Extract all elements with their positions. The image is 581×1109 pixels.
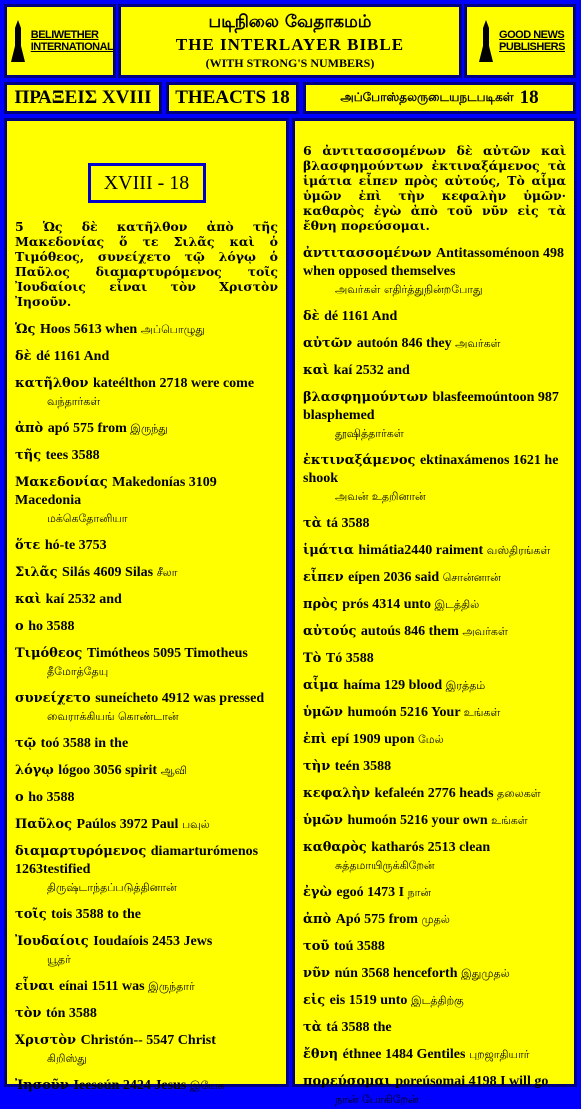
verse-5-text: 5 Ὡς δὲ κατῆλθον ἀπὸ τῆς Μακεδονίας ὅ τε Σιλᾶς καὶ ὁ Τιμόθεος, συνείχετο τῷ λόγῳ ὁ Παῦλος διαμαρτυρόμενος τοῖς Ἰουδαίοις εἶναι τὸν Χριστὸν Ἰησοῦν. bbox=[15, 219, 278, 309]
greek-word: ἀπὸ bbox=[15, 421, 48, 436]
greek-word: τοῦ bbox=[303, 939, 334, 954]
word-gloss: autoón 846 they bbox=[356, 336, 456, 351]
greek-word: εἶπεν bbox=[303, 570, 349, 585]
word-entry bbox=[303, 938, 566, 956]
tamil-gloss: இருந்து bbox=[130, 422, 168, 435]
word-entry bbox=[15, 591, 278, 609]
tamil-gloss: சொன்னான் bbox=[442, 571, 501, 584]
word-entry bbox=[15, 564, 278, 582]
tamil-gloss: ஆவி bbox=[160, 764, 187, 777]
word-gloss: apó 575 from bbox=[47, 421, 131, 436]
word-gloss: hó-te 3753 bbox=[44, 538, 107, 553]
greek-word: αὐτῶν bbox=[303, 336, 357, 351]
word-entry bbox=[303, 758, 566, 776]
greek-word: Μακεδονίας bbox=[15, 475, 113, 490]
word-gloss: teén 3588 bbox=[334, 759, 392, 774]
word-gloss: tois 3588 to the bbox=[51, 907, 141, 922]
word-gloss: toú 3588 bbox=[333, 939, 385, 954]
tamil-gloss: யூதர் bbox=[47, 953, 71, 966]
tamil-gloss: இடத்திற்கு bbox=[410, 994, 464, 1007]
english-title: THE INTERLAYER BIBLE bbox=[175, 35, 405, 54]
greek-word: Ἰησοῦν bbox=[15, 1078, 74, 1093]
greek-word: Τιμόθεος bbox=[15, 646, 87, 661]
greek-word: ἐκτιναξάμενος bbox=[303, 453, 420, 468]
tamil-gloss: அவன் உதறினான் bbox=[335, 490, 426, 503]
greek-word: συνείχετο bbox=[15, 691, 96, 706]
greek-word: ο bbox=[15, 790, 29, 805]
left-logo-line1: BELIWETHER bbox=[30, 29, 99, 41]
tamil-gloss: இரத்தம் bbox=[445, 679, 486, 692]
word-gloss: epí 1909 upon bbox=[331, 732, 418, 747]
greek-word: πρὸς bbox=[303, 597, 343, 612]
greek-word: καὶ bbox=[303, 363, 334, 378]
tamil-gloss: உங்கள் bbox=[463, 706, 501, 719]
word-entry bbox=[15, 447, 278, 465]
word-entry bbox=[15, 420, 278, 438]
tamil-gloss: சீலா bbox=[156, 566, 178, 579]
tamil-gloss: இதுமுதல் bbox=[461, 967, 510, 980]
tamil-gloss: வைராக்கியங் கொண்டான் bbox=[47, 710, 179, 723]
greek-word: δὲ bbox=[303, 309, 325, 324]
word-gloss: Timótheos 5095 Timotheus bbox=[86, 646, 248, 661]
greek-word: ὑμῶν bbox=[303, 813, 348, 828]
word-gloss: toó 3588 in the bbox=[40, 736, 129, 751]
tamil-gloss: தூஷித்தார்கள் bbox=[335, 427, 404, 440]
word-gloss: Ieesoún 2424 Jesus bbox=[73, 1078, 190, 1093]
greek-word: Τὸ bbox=[303, 651, 326, 666]
word-entry bbox=[15, 906, 278, 924]
word-entry bbox=[303, 911, 566, 929]
word-gloss: Christón-- 5547 Christ bbox=[80, 1033, 216, 1048]
word-gloss: Tó 3588 bbox=[325, 651, 374, 666]
word-gloss: eínai 1511 was bbox=[59, 979, 149, 994]
nav-english-book[interactable] bbox=[166, 82, 299, 114]
right-word-list bbox=[303, 245, 566, 1109]
greek-word: ἀντιτασσομένων bbox=[303, 246, 437, 261]
tower-icon bbox=[475, 18, 497, 64]
left-logo-line2: INTERNATIONAL bbox=[30, 41, 114, 53]
greek-word: τὸν bbox=[15, 1006, 46, 1021]
word-gloss: prós 4314 unto bbox=[342, 597, 435, 612]
word-gloss: Makedonías 3109 Macedonia bbox=[15, 475, 217, 508]
word-entry bbox=[303, 992, 566, 1010]
tamil-gloss: நான் bbox=[407, 886, 432, 899]
word-gloss: tá 3588 bbox=[326, 516, 370, 531]
word-entry bbox=[303, 650, 566, 668]
greek-word: Χριστὸν bbox=[15, 1033, 81, 1048]
greek-word: τὰ bbox=[303, 516, 327, 531]
word-entry bbox=[303, 884, 566, 902]
greek-word: λόγῳ bbox=[15, 763, 59, 778]
greek-word: πορεύσομαι bbox=[303, 1074, 396, 1089]
greek-word: Παῦλος bbox=[15, 817, 77, 832]
word-gloss: tees 3588 bbox=[45, 448, 100, 463]
word-entry bbox=[303, 704, 566, 722]
word-entry bbox=[303, 812, 566, 830]
word-gloss: nún 3568 henceforth bbox=[334, 966, 461, 981]
word-gloss: Apó 575 from bbox=[335, 912, 422, 927]
nav-tamil-book[interactable] bbox=[303, 82, 576, 114]
word-entry bbox=[15, 762, 278, 780]
greek-word: κεφαλὴν bbox=[303, 786, 375, 801]
greek-word: εἶναι bbox=[15, 979, 60, 994]
word-gloss: ektinaxámenos 1621 he shook bbox=[303, 453, 559, 486]
greek-word: αἷμα bbox=[303, 678, 344, 693]
word-gloss: kefaleén 2776 heads bbox=[374, 786, 498, 801]
word-gloss: blasfeemoúntoon 987 blasphemed bbox=[303, 390, 559, 423]
right-logo-line2: PUBLISHERS bbox=[499, 41, 565, 53]
word-entry bbox=[303, 1019, 566, 1037]
word-gloss: haíma 129 blood bbox=[343, 678, 446, 693]
word-entry bbox=[303, 308, 566, 326]
greek-word: διαμαρτυρόμενος bbox=[15, 844, 151, 859]
word-gloss: Silás 4609 Silas bbox=[62, 565, 157, 580]
greek-word: τῷ bbox=[15, 736, 41, 751]
word-gloss: Paúlos 3972 Paul bbox=[76, 817, 182, 832]
tamil-gloss: நான் போகிறேன் bbox=[335, 1093, 419, 1106]
greek-word: τοῖς bbox=[15, 907, 52, 922]
tamil-gloss: வஸ்திரங்கள் bbox=[486, 544, 551, 557]
nav-tamil-label-wrap[interactable] bbox=[306, 85, 573, 111]
word-gloss: humoón 5216 Your bbox=[347, 705, 464, 720]
word-entry bbox=[303, 1073, 566, 1109]
word-entry bbox=[303, 965, 566, 983]
word-gloss: Hoos 5613 when bbox=[39, 322, 141, 337]
tamil-gloss: அப்பொழுது bbox=[140, 323, 205, 336]
word-entry bbox=[303, 452, 566, 506]
greek-word: δὲ bbox=[15, 349, 37, 364]
tamil-gloss: இயேசு bbox=[189, 1079, 225, 1092]
word-gloss: egoó 1473 I bbox=[336, 885, 408, 900]
greek-word: ὑμῶν bbox=[303, 705, 348, 720]
greek-word: καθαρὸς bbox=[303, 840, 372, 855]
left-word-list bbox=[15, 321, 278, 1095]
word-entry bbox=[15, 537, 278, 555]
word-entry bbox=[303, 515, 566, 533]
greek-word: κατῆλθον bbox=[15, 376, 93, 391]
word-gloss: autoús 846 them bbox=[360, 624, 463, 639]
word-entry bbox=[303, 839, 566, 875]
word-entry bbox=[15, 933, 278, 969]
tamil-gloss: அவர்கள் bbox=[455, 337, 501, 350]
word-gloss: poreúsomai 4198 I will go bbox=[395, 1074, 549, 1089]
greek-word: τὴν bbox=[303, 759, 335, 774]
word-entry bbox=[303, 731, 566, 749]
word-gloss: tón 3588 bbox=[45, 1006, 97, 1021]
tamil-gloss: புறஜாதியார் bbox=[468, 1048, 530, 1061]
greek-word: τῆς bbox=[15, 448, 46, 463]
greek-word: ἀπὸ bbox=[303, 912, 336, 927]
word-gloss: ho 3588 bbox=[28, 790, 75, 805]
word-entry bbox=[303, 1046, 566, 1064]
tamil-gloss: அவர்கள் எதிர்த்துநின்றபோது bbox=[335, 283, 483, 296]
tamil-gloss: பவுல் bbox=[181, 818, 210, 831]
word-gloss: dé 1161 And bbox=[36, 349, 110, 364]
word-entry bbox=[15, 321, 278, 339]
greek-word: ἐπὶ bbox=[303, 732, 332, 747]
word-entry bbox=[303, 677, 566, 695]
word-gloss: Ioudaíois 2453 Jews bbox=[93, 934, 213, 949]
tamil-gloss: இருந்தார் bbox=[148, 980, 195, 993]
word-gloss: éthnee 1484 Gentiles bbox=[342, 1047, 469, 1062]
word-entry bbox=[15, 789, 278, 807]
word-entry bbox=[303, 596, 566, 614]
good-news-logo bbox=[464, 4, 576, 78]
word-gloss: kateélthon 2718 were come bbox=[92, 376, 255, 391]
word-gloss: himátia2440 raiment bbox=[358, 543, 487, 558]
word-entry bbox=[303, 569, 566, 587]
word-gloss: ho 3588 bbox=[28, 619, 75, 634]
word-entry bbox=[15, 645, 278, 681]
nav-tamil-label[interactable]: அப்போஸ்தலருடையநடபடிகள் bbox=[340, 90, 514, 104]
greek-word: Ὡς bbox=[15, 322, 40, 337]
word-entry bbox=[15, 375, 278, 411]
word-entry bbox=[303, 623, 566, 641]
greek-word: Ἰουδαίοις bbox=[15, 934, 94, 949]
word-entry bbox=[15, 816, 278, 834]
tamil-gloss: அவர்கள் bbox=[462, 625, 508, 638]
word-entry bbox=[303, 389, 566, 443]
word-gloss: tá 3588 the bbox=[326, 1020, 392, 1035]
tamil-gloss: தீமோத்தேயு bbox=[47, 665, 109, 678]
greek-word: ἔθνη bbox=[303, 1047, 343, 1062]
tamil-gloss: திருஷ்டாந்தப்படுத்தினான் bbox=[47, 881, 177, 894]
word-entry bbox=[15, 1005, 278, 1023]
greek-word: εἰς bbox=[303, 993, 330, 1008]
greek-word: ἐγὼ bbox=[303, 885, 337, 900]
nav-tamil-number[interactable]: 18 bbox=[519, 87, 539, 108]
tamil-gloss: சுத்தமாயிருக்கிறேன் bbox=[335, 859, 435, 872]
word-gloss: katharós 2513 clean bbox=[371, 840, 491, 855]
word-gloss: eípen 2036 said bbox=[348, 570, 443, 585]
tower-icon bbox=[7, 18, 29, 64]
tamil-title: படிநிலை வேதாகமம் bbox=[208, 12, 372, 32]
word-entry bbox=[15, 348, 278, 366]
word-entry bbox=[15, 1032, 278, 1068]
greek-word: τὰ bbox=[303, 1020, 327, 1035]
nav-greek-book[interactable] bbox=[4, 82, 162, 114]
word-entry bbox=[15, 618, 278, 636]
tamil-gloss: தலைகள் bbox=[497, 787, 541, 800]
tamil-gloss: கிறிஸ்து bbox=[47, 1052, 87, 1065]
word-gloss: Antitassoménoon 498 when opposed themselves bbox=[303, 246, 564, 279]
title-banner bbox=[118, 4, 462, 78]
tamil-gloss: வந்தார்கள் bbox=[47, 395, 101, 408]
tamil-gloss: மக்கெதோனியா bbox=[47, 512, 128, 525]
word-entry bbox=[15, 690, 278, 726]
word-entry bbox=[303, 542, 566, 560]
word-entry bbox=[303, 335, 566, 353]
word-entry bbox=[15, 474, 278, 528]
greek-word: βλασφημούντων bbox=[303, 390, 433, 405]
tamil-gloss: முதல் bbox=[421, 913, 450, 926]
greek-word: ο bbox=[15, 619, 29, 634]
greek-word: νῦν bbox=[303, 966, 335, 981]
word-entry bbox=[303, 362, 566, 380]
word-gloss: lógoo 3056 spirit bbox=[58, 763, 161, 778]
greek-word: καὶ bbox=[15, 592, 46, 607]
word-entry bbox=[303, 785, 566, 803]
subtitle: (WITH STRONG'S NUMBERS) bbox=[205, 56, 375, 70]
word-gloss: kaí 2532 and bbox=[45, 592, 122, 607]
verse-6-text: 6 ἀντιτασσομένων δὲ αὐτῶν καὶ βλασφημούντων ἐκτιναξάμενος τὰ ἱμάτια εἶπεν πρὸς αὐτούς, Τὸ αἷμα ὑμῶν ἐπὶ τὴν κεφαλὴν ὑμῶν· καθαρὸς ἐγὼ ἀπὸ τοῦ νῦν εἰς τὰ ἔθνη πορεύσομαι. bbox=[303, 143, 566, 233]
right-logo-line1: GOOD NEWS bbox=[499, 29, 565, 41]
nav-greek-label[interactable]: ΠΡΑΞΕΙΣ XVIII bbox=[14, 87, 152, 108]
word-entry bbox=[15, 1077, 278, 1095]
word-entry bbox=[15, 843, 278, 897]
greek-word: ὅτε bbox=[15, 538, 45, 553]
nav-english-label[interactable]: THEACTS 18 bbox=[175, 87, 290, 108]
chapter-badge: XVIII - 18 bbox=[88, 163, 206, 203]
tamil-gloss: மேல் bbox=[417, 733, 444, 746]
word-gloss: eis 1519 unto bbox=[329, 993, 411, 1008]
word-gloss: dé 1161 And bbox=[324, 309, 398, 324]
tamil-gloss: இடத்தில் bbox=[434, 598, 480, 611]
right-column bbox=[292, 118, 577, 1106]
greek-word: αὐτούς bbox=[303, 624, 361, 639]
word-entry bbox=[15, 978, 278, 996]
word-gloss: diamarturómenos 1263testified bbox=[15, 844, 259, 877]
bellwether-logo bbox=[4, 4, 116, 78]
word-entry bbox=[303, 245, 566, 299]
word-gloss: humoón 5216 your own bbox=[347, 813, 492, 828]
word-entry bbox=[15, 735, 278, 753]
tamil-gloss: உங்கள் bbox=[491, 814, 528, 827]
greek-word: ἱμάτια bbox=[303, 543, 359, 558]
left-column bbox=[4, 118, 289, 1093]
word-gloss: kaí 2532 and bbox=[333, 363, 410, 378]
word-gloss: suneícheto 4912 was pressed bbox=[95, 691, 265, 706]
greek-word: Σιλᾶς bbox=[15, 565, 63, 580]
